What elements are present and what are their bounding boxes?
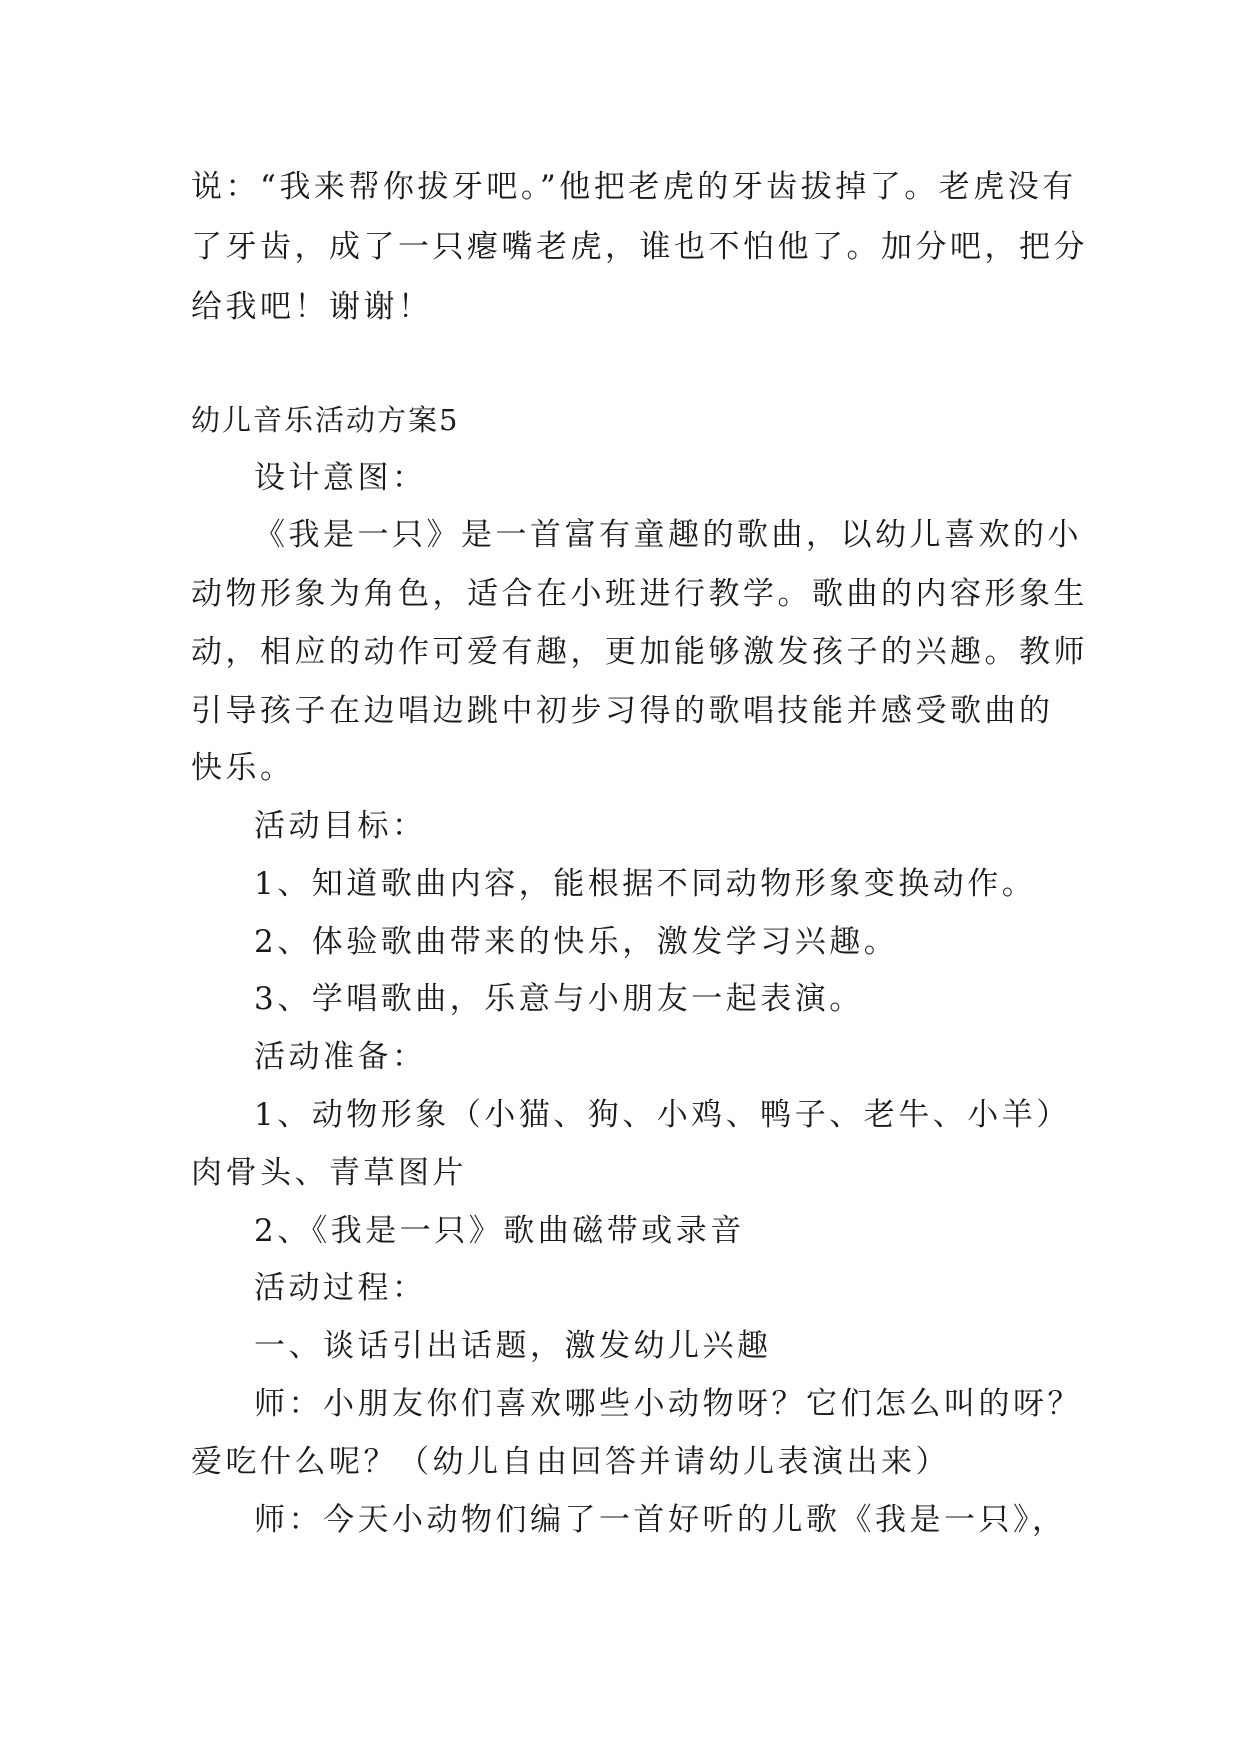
text-line: 引导孩子在边唱边跳中初步习得的歌唱技能并感受歌曲的 <box>191 693 1054 729</box>
list-item: 2、《我是一只》歌曲磁带或录音 <box>254 1213 745 1249</box>
text-line: 给我吧！谢谢！ <box>191 289 433 325</box>
list-item: 1、动物形象（小猫、狗、小鸡、鸭子、老牛、小羊） <box>254 1097 1071 1133</box>
subheading: 活动过程： <box>254 1270 427 1306</box>
subheading: 活动目标： <box>254 808 427 844</box>
list-item: 3、学唱歌曲，乐意与小朋友一起表演。 <box>254 981 864 1017</box>
text-line: 爱吃什么呢？（幼儿自由回答并请幼儿表演出来） <box>191 1444 950 1480</box>
text-line: 师：今天小动物们编了一首好听的儿歌《我是一只》， <box>254 1502 1067 1538</box>
subheading: 设计意图： <box>254 460 427 496</box>
text-line: 了牙齿，成了一只瘪嘴老虎，谁也不怕他了。加分吧，把分 <box>191 229 1088 265</box>
subheading: 活动准备： <box>254 1039 427 1075</box>
section-title: 幼儿音乐活动方案5 <box>191 403 460 437</box>
text-line: 一、谈话引出话题，激发幼儿兴趣 <box>254 1328 772 1364</box>
text-line: 肉骨头、青草图片 <box>191 1155 467 1191</box>
list-item: 2、体验歌曲带来的快乐，激发学习兴趣。 <box>254 924 899 960</box>
text-line: 说：“我来帮你拔牙吧。”他把老虎的牙齿拔掉了。老虎没有 <box>191 169 1077 205</box>
text-line: 动物形象为角色，适合在小班进行教学。歌曲的内容形象生 <box>191 576 1088 612</box>
text-line: 《我是一只》是一首富有童趣的歌曲，以幼儿喜欢的小 <box>254 517 1082 553</box>
text-line: 师：小朋友你们喜欢哪些小动物呀？它们怎么叫的呀？ <box>254 1386 1082 1422</box>
list-item: 1、知道歌曲内容，能根据不同动物形象变换动作。 <box>254 866 1037 902</box>
text-line: 快乐。 <box>191 750 295 786</box>
text-line: 动，相应的动作可爱有趣，更加能够激发孩子的兴趣。教师 <box>191 634 1088 670</box>
